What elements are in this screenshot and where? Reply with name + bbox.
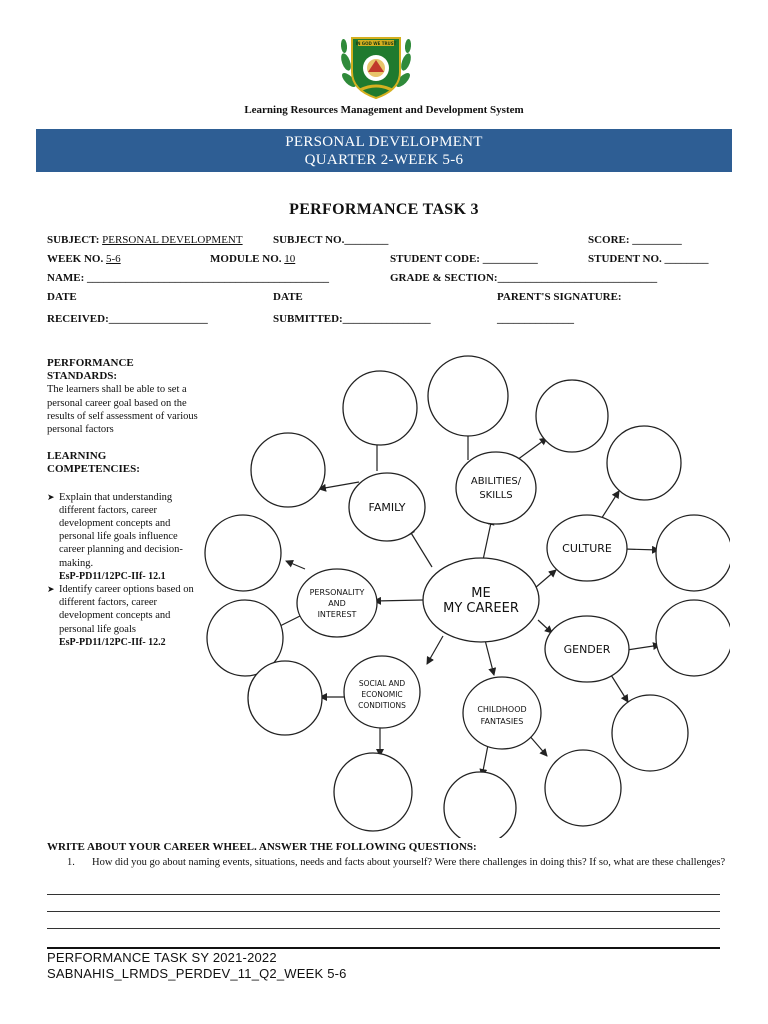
social-label-3: CONDITIONS <box>358 701 406 710</box>
subject-value: PERSONAL DEVELOPMENT <box>102 234 243 246</box>
culture-label: CULTURE <box>562 542 612 555</box>
perf-text: The learners shall be able to set a personal career goal based on the results of self assessment of various personal factors <box>47 384 198 436</box>
competency-code: EsP-PD11/12PC-IIf- 12.2 <box>59 636 166 648</box>
competency-item <box>47 491 199 583</box>
task-title: PERFORMANCE TASK 3 <box>289 201 479 218</box>
competency-text: Explain that understanding different factors, career development concepts and personal life goals influence career planning and decision- making. <box>59 491 183 569</box>
week-field <box>47 253 121 265</box>
week-value: 5-6 <box>105 253 121 265</box>
submitted-field: SUBMITTED:________________ <box>273 313 431 325</box>
center-label-1: ME <box>471 586 491 601</box>
seal-motto: IN GOD WE TRUST <box>355 41 397 46</box>
footer-rule <box>47 947 720 949</box>
answer-circle[interactable] <box>444 772 516 838</box>
answer-circle[interactable] <box>612 695 688 771</box>
parent-signature-label: PARENT'S SIGNATURE: <box>497 291 622 303</box>
perf-title-1: PERFORMANCE <box>47 357 134 369</box>
module-field <box>210 253 295 265</box>
answer-circle[interactable] <box>205 515 281 591</box>
module-value: 10 <box>284 253 296 265</box>
signature-line: ______________ <box>497 313 574 325</box>
answer-circle[interactable] <box>251 433 325 507</box>
answer-circle[interactable] <box>248 661 322 735</box>
abilities-label-1: ABILITIES/ <box>470 476 522 487</box>
answer-circle[interactable] <box>607 426 681 500</box>
competency-item <box>47 583 199 649</box>
career-wheel-diagram <box>200 352 730 838</box>
footer-line-1: PERFORMANCE TASK SY 2021-2022 <box>47 950 277 965</box>
personality-label-1: PERSONALITY <box>309 588 365 597</box>
student-code-field: STUDENT CODE: __________ <box>390 253 538 265</box>
system-name: Learning Resources Management and Development System <box>244 104 524 116</box>
center-label-2: MY CAREER <box>443 601 519 616</box>
personality-label-2: AND <box>328 599 346 608</box>
comp-title-1: LEARNING <box>47 450 107 463</box>
childhood-label-1: CHILDHOOD <box>477 705 527 714</box>
questions-heading: WRITE ABOUT YOUR CAREER WHEEL. ANSWER THE FOLLOWING QUESTIONS: <box>47 841 477 853</box>
competency-code: EsP-PD11/12PC-IIf- 12.1 <box>59 570 166 582</box>
gender-label: GENDER <box>563 643 611 656</box>
banner-quarter: QUARTER 2-WEEK 5-6 <box>304 152 464 168</box>
name-field: NAME: ____________________________________________ <box>47 272 330 284</box>
perf-title-2: STANDARDS: <box>47 370 118 383</box>
family-label: FAMILY <box>368 501 406 514</box>
competency-list <box>47 491 199 649</box>
footer-line-2: SABNAHIS_LRMDS_PERDEV_11_Q2_WEEK 5-6 <box>47 966 347 981</box>
date-submitted-label: DATE <box>273 291 303 303</box>
subject-label: SUBJECT: <box>47 234 100 246</box>
subject-no-field: SUBJECT NO.________ <box>273 234 389 246</box>
answer-circle[interactable] <box>536 380 608 452</box>
childhood-label-2: FANTASIES <box>480 717 524 726</box>
abilities-label-2: SKILLS <box>479 490 513 501</box>
subject-field <box>47 234 243 246</box>
social-label-1: SOCIAL AND <box>358 679 406 688</box>
answer-circle[interactable] <box>334 753 412 831</box>
abilities-node <box>456 452 536 524</box>
comp-title-2: COMPETENCIES: <box>47 463 140 476</box>
answer-line[interactable] <box>47 928 720 929</box>
school-seal-logo <box>338 32 414 100</box>
date-received-label: DATE <box>47 291 77 303</box>
question-1 <box>67 856 727 869</box>
title-banner <box>36 129 732 172</box>
score-field: SCORE: _________ <box>588 234 682 246</box>
student-no-field: STUDENT NO. ________ <box>588 253 709 265</box>
answer-line[interactable] <box>47 911 720 912</box>
grade-section-field: GRADE & SECTION:_____________________________ <box>390 272 658 284</box>
competency-text: Identify career options based on different factors, career development concepts and personal life goals <box>59 584 194 635</box>
week-label: WEEK NO. <box>47 253 104 265</box>
received-field: RECEIVED:__________________ <box>47 313 208 325</box>
answer-circle[interactable] <box>428 356 508 436</box>
personality-label-3: INTEREST <box>317 610 357 619</box>
answer-line[interactable] <box>47 894 720 895</box>
answer-circle[interactable] <box>343 371 417 445</box>
performance-standards <box>47 357 199 649</box>
question-1-number: 1. <box>67 857 75 868</box>
answer-circle[interactable] <box>656 600 730 676</box>
module-label: MODULE NO. <box>210 253 282 265</box>
question-1-text: How did you go about naming events, situations, needs and facts about yourself? Were there challenges in doing this? If so, what are these challenges? <box>92 857 726 868</box>
answer-circle[interactable] <box>656 515 730 591</box>
social-label-2: ECONOMIC <box>361 690 403 699</box>
answer-circle[interactable] <box>545 750 621 826</box>
banner-subject: PERSONAL DEVELOPMENT <box>285 134 483 150</box>
